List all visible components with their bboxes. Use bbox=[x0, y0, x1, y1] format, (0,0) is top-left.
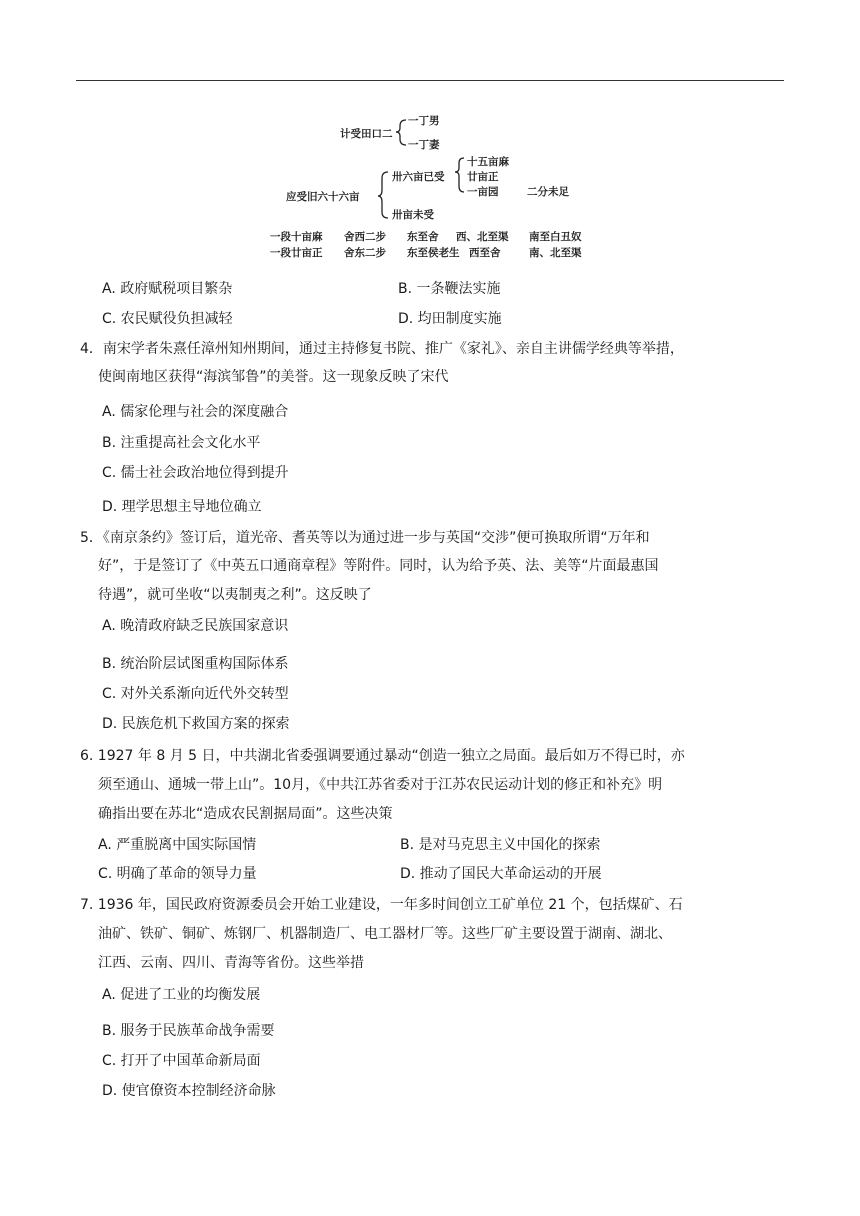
q6-option-a[interactable]: A. 严重脱离中国实际国情 bbox=[98, 837, 257, 853]
fig-plot-1 bbox=[270, 230, 582, 243]
q4-option-d[interactable]: D. 理学思想主导地位确立 bbox=[102, 499, 262, 515]
fig-plot-2 bbox=[270, 246, 582, 259]
q5-option-b[interactable]: B. 统治阶层试图重构国际体系 bbox=[102, 656, 289, 672]
fig-plot-1-cell-5: 南至白丑奴 bbox=[529, 231, 582, 243]
q4-option-a[interactable]: A. 儒家伦理与社会的深度融合 bbox=[102, 404, 289, 420]
q6-option-d[interactable]: D. 推动了国民大革命运动的开展 bbox=[400, 866, 602, 882]
q5-stem-line-1: 5．《南京条约》签订后，道光帝、耆英等以为通过进一步与英国“交涉”便可换取所谓“万年和 bbox=[80, 530, 650, 546]
q3-option-d[interactable]: D. 均田制度实施 bbox=[398, 311, 502, 327]
q6-stem-line-1: 6. 1927 年 8 月 5 日，中共湖北省委强调要通过暴动“创造一独立之局面。最后如万不得已时，亦 bbox=[80, 748, 685, 764]
fig-row1-item-2: 一丁妻 bbox=[408, 139, 440, 151]
header-rule bbox=[76, 80, 784, 81]
q5-stem-line-2: 好”，于是签订了《中英五口通商章程》等附件。同时，认为给予英、法、美等“片面最惠国 bbox=[98, 558, 659, 574]
q3-option-c[interactable]: C. 农民赋役负担减轻 bbox=[102, 311, 233, 327]
q5-stem-line-3: 待遇”，就可坐收“以夷制夷之利”。这反映了 bbox=[98, 587, 372, 603]
q3-option-a[interactable]: A. 政府赋税项目繁杂 bbox=[102, 281, 233, 297]
q4-stem-line-1: 4．南宋学者朱熹任漳州知州期间，通过主持修复书院、推广《家礼》、亲自主讲儒学经典等举措， bbox=[80, 341, 684, 357]
fig-row2-note: 二分未足 bbox=[527, 186, 569, 198]
fig-row2-item-1: 十五亩麻 bbox=[467, 156, 509, 168]
fig-row1-head: 计受田口二 bbox=[340, 128, 393, 140]
q7-option-d[interactable]: D. 使官僚资本控制经济命脉 bbox=[102, 1083, 276, 1099]
fig-plot-1-cell-1: 一段十亩麻 bbox=[270, 231, 323, 243]
fig-plot-1-cell-4: 西、北至渠 bbox=[456, 231, 509, 243]
q5-option-d[interactable]: D. 民族危机下救国方案的探索 bbox=[102, 716, 290, 732]
land-record-figure bbox=[240, 108, 620, 268]
q6-option-c[interactable]: C. 明确了革命的领导力量 bbox=[98, 866, 257, 882]
fig-plot-2-cell-1: 一段廿亩正 bbox=[270, 247, 323, 259]
q6-stem-line-3: 确指出要在苏北“造成农民割据局面”。这些决策 bbox=[98, 806, 393, 822]
q5-option-a[interactable]: A. 晚清政府缺乏民族国家意识 bbox=[102, 618, 289, 634]
fig-row2-item-2: 廿亩正 bbox=[467, 171, 499, 183]
q7-option-a[interactable]: A. 促进了工业的均衡发展 bbox=[102, 987, 261, 1003]
fig-row2-head: 应受旧六十六亩 bbox=[286, 191, 360, 203]
brace-2 bbox=[378, 172, 388, 218]
fig-plot-1-cell-3: 东至舍 bbox=[407, 231, 439, 243]
fig-row2-sub1: 卅六亩已受 bbox=[392, 171, 445, 183]
fig-row2-item-3: 一亩园 bbox=[467, 186, 499, 198]
fig-plot-2-cell-4: 西至舍 bbox=[469, 247, 501, 259]
fig-plot-2-cell-2: 舍东二步 bbox=[344, 247, 386, 259]
q7-stem-line-1: 7. 1936 年，国民政府资源委员会开始工业建设，一年多时间创立工矿单位 21 个，包括煤矿、石 bbox=[80, 897, 683, 913]
fig-plot-2-cell-5: 南、北至渠 bbox=[529, 247, 582, 259]
q4-option-b[interactable]: B. 注重提高社会文化水平 bbox=[102, 435, 261, 451]
q6-option-b[interactable]: B. 是对马克思主义中国化的探索 bbox=[400, 837, 601, 853]
q5-option-c[interactable]: C. 对外关系渐向近代外交转型 bbox=[102, 686, 289, 702]
q7-stem-line-2: 油矿、铁矿、铜矿、炼钢厂、机器制造厂、电工器材厂等。这些厂矿主要设置于湖南、湖北、 bbox=[98, 926, 672, 942]
fig-plot-1-cell-2: 舍西二步 bbox=[344, 231, 386, 243]
fig-row2-sub2: 卅亩未受 bbox=[392, 209, 434, 221]
brace-1 bbox=[396, 120, 406, 145]
brace-3 bbox=[455, 158, 464, 192]
fig-plot-2-cell-3: 东至侯老生 bbox=[407, 247, 460, 259]
q3-option-b[interactable]: B. 一条鞭法实施 bbox=[398, 281, 501, 297]
q7-option-b[interactable]: B. 服务于民族革命战争需要 bbox=[102, 1023, 275, 1039]
fig-row1-item-1: 一丁男 bbox=[408, 115, 440, 127]
q7-stem-line-3: 江西、云南、四川、青海等省份。这些举措 bbox=[98, 955, 364, 971]
q7-option-c[interactable]: C. 打开了中国革命新局面 bbox=[102, 1053, 261, 1069]
q4-option-c[interactable]: C. 儒士社会政治地位得到提升 bbox=[102, 465, 289, 481]
q4-stem-line-2: 使闽南地区获得“海滨邹鲁”的美誉。这一现象反映了宋代 bbox=[98, 369, 449, 385]
q6-stem-line-2: 须至通山、通城一带上山”。10月，《中共江苏省委对于江苏农民运动计划的修正和补充》明 bbox=[98, 777, 663, 793]
